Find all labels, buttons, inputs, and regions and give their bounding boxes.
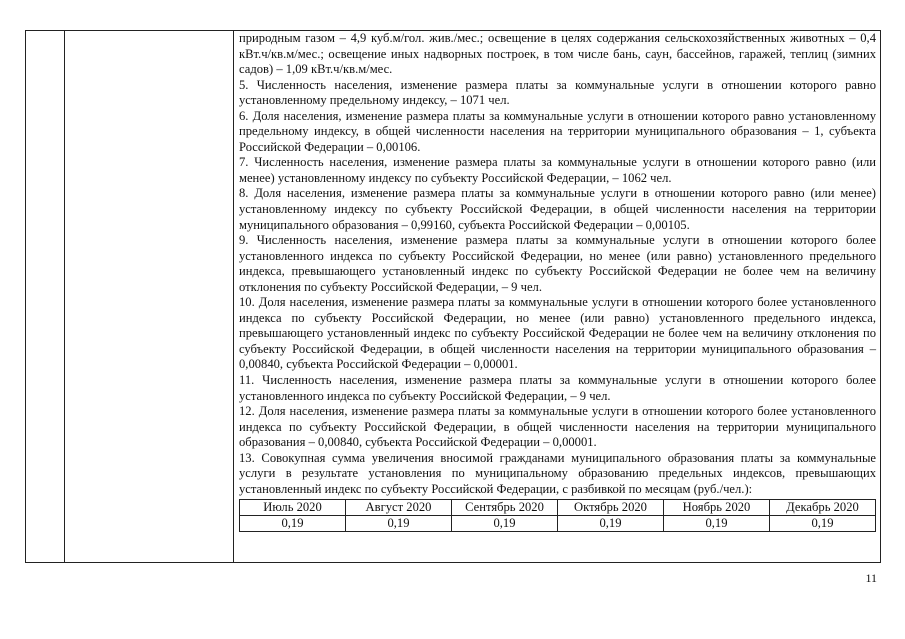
content-cell [239,31,876,532]
paragraph-continuation: природным газом – 4,9 куб.м/гол. жив./мес.; освещение в целях содержания сельскохозяйственных животных – 0,4 кВт.ч/кв.м/мес.; освещение иных надворных построек, в том числе бань, саун, бассейнов, гаражей, теплиц (зимних садов) – 1,09 кВт.ч/кв.м/мес. [239,31,876,77]
month-header-cell: Декабрь 2020 [770,500,876,516]
document-table [25,30,881,563]
paragraph-item-11: 11. Численность населения, изменение размера платы за коммунальные услуги в отношении которого более установленного индекса по субъекту Российской Федерации, – 9 чел. [239,373,876,403]
value-cell: 0,19 [346,516,452,532]
paragraph-item-13: 13. Совокупная сумма увеличения вносимой гражданами муниципального образования платы за коммунальные услуги в результате установления по муниципальному образованию предельных индексов, превышающих установленный индекс по субъекту Российской Федерации, с разбивкой по месяцам (руб./чел.): [239,450,876,496]
month-header-cell: Ноябрь 2020 [664,500,770,516]
paragraph-item-8: 8. Доля населения, изменение размера платы за коммунальные услуги в отношении которого равно (или менее) установленному индексу по субъекту Российской Федерации, в общей численности населения на территории муниципального образования – 0,99160, субъекта Российской Федерации – 0,00105. [239,186,876,232]
page-number: 11 [865,571,877,585]
month-header-cell: Август 2020 [346,500,452,516]
month-header-cell: Сентябрь 2020 [452,500,558,516]
month-header-cell: Июль 2020 [240,500,346,516]
paragraph-item-10: 10. Доля населения, изменение размера платы за коммунальные услуги в отношении которого более установленного индекса по субъекту Российской Федерации, но менее (или равно) установленного предельного индекса, превышающего установленный индекс по субъекту Российской Федерации не более чем на величину отклонения по субъекту Российской Федерации, в общей численности населения на территории муниципального образования – 0,00840, субъекта Российской Федерации – 0,00001. [239,295,876,372]
values-row [240,516,876,532]
value-cell: 0,19 [558,516,664,532]
value-cell: 0,19 [240,516,346,532]
column-divider [233,31,234,562]
months-header-row [240,500,876,516]
paragraph-item-7: 7. Численность населения, изменение размера платы за коммунальные услуги в отношении которого равно (или менее) установленному индексу по субъекту Российской Федерации, – 1062 чел. [239,155,876,185]
paragraph-item-6: 6. Доля населения, изменение размера платы за коммунальные услуги в отношении которого равно установленному предельному индексу, в общей численности населения на территории муниципального образования – 1, субъекта Российской Федерации – 0,00106. [239,108,876,154]
monthly-amounts-table [239,499,876,532]
value-cell: 0,19 [452,516,558,532]
paragraph-item-9: 9. Численность населения, изменение размера платы за коммунальные услуги в отношении которого более установленного индекса по субъекту Российской Федерации, но менее (или равно) установленного предельного индекса, превышающего установленный индекс по субъекту Российской Федерации не более чем на величину отклонения по субъекту Российской Федерации, – 9 чел. [239,233,876,294]
value-cell: 0,19 [770,516,876,532]
column-divider [64,31,65,562]
value-cell: 0,19 [664,516,770,532]
paragraph-item-12: 12. Доля населения, изменение размера платы за коммунальные услуги в отношении которого более установленного индекса по субъекту Российской Федерации, в общей численности населения на территории муниципального образования – 0,00840, субъекта Российской Федерации – 0,00001. [239,404,876,450]
month-header-cell: Октябрь 2020 [558,500,664,516]
paragraph-item-5: 5. Численность населения, изменение размера платы за коммунальные услуги в отношении которого равно установленному предельному индексу, – 1071 чел. [239,77,876,108]
